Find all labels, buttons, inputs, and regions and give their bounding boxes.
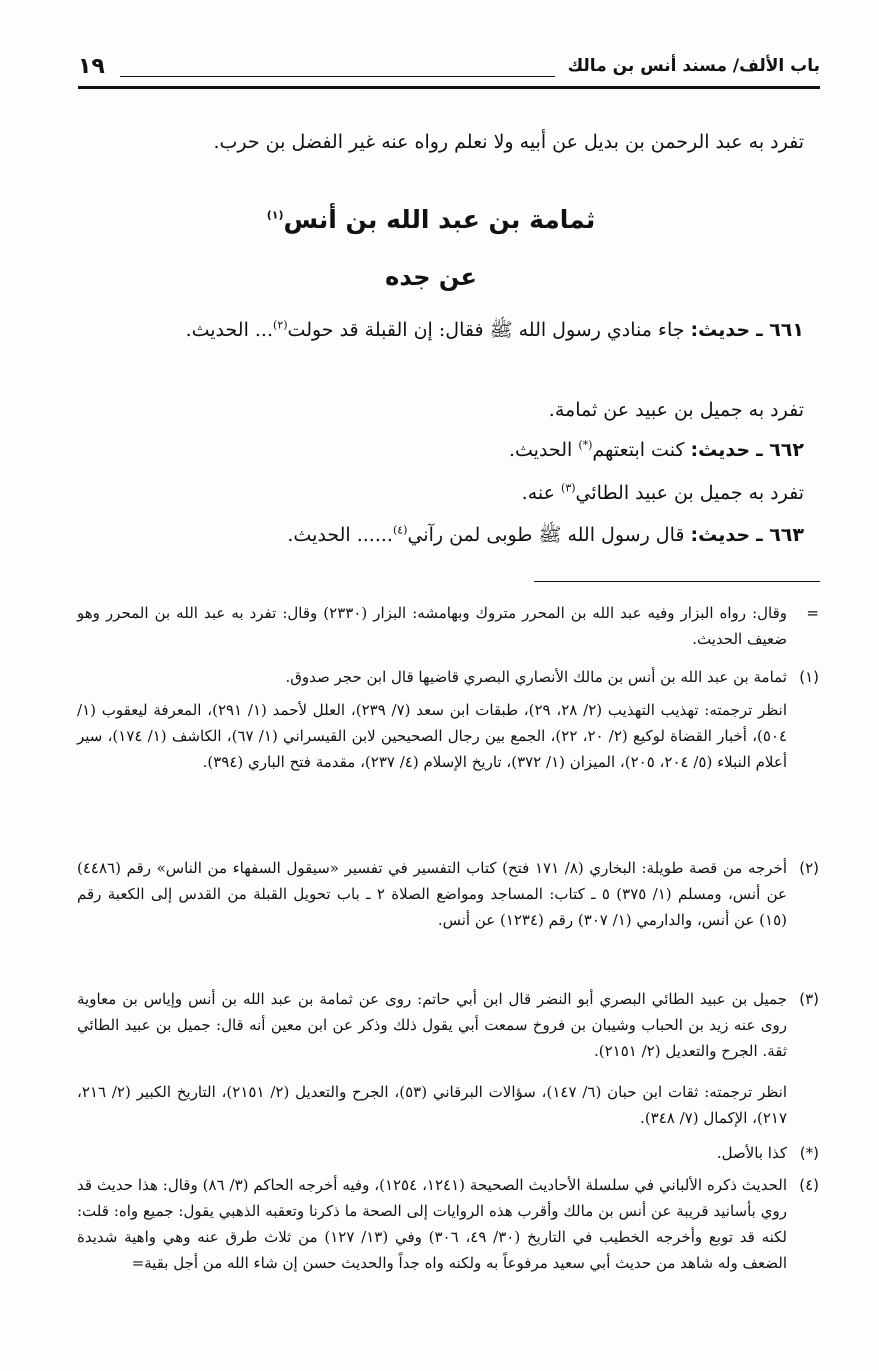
footnote-mark: = <box>806 604 819 622</box>
footnote-continuation <box>77 600 819 652</box>
section-title <box>60 205 802 234</box>
hadith-text: قال رسول الله ﷺ طوبى لمن رآني <box>407 524 685 546</box>
tafarrud-line-2 <box>522 478 804 508</box>
footnote-3 <box>77 986 819 1064</box>
hadith-tail: ... الحديث. <box>185 319 274 341</box>
hadith-number: ٦٦٢ ـ <box>756 439 804 461</box>
intro-paragraph: تفرد به عبد الرحمن بن بديل عن أبيه ولا نعلم رواه عنه غير الفضل بن حرب. <box>213 131 804 153</box>
header-title: باب الألف/ مسند أنس بن مالك <box>567 56 820 76</box>
footnote-text: ثمامة بن عبد الله بن أنس بن مالك الأنصاري البصري قاضيها قال ابن حجر صدوق. <box>285 668 787 686</box>
hadith-label: حديث: <box>690 319 751 341</box>
footnote-2 <box>77 855 819 933</box>
hadith-662 <box>509 435 804 465</box>
footnote-3-sources <box>77 1079 819 1131</box>
hadith-663 <box>287 520 804 550</box>
footnote-mark: (٤) <box>799 1176 819 1194</box>
footnote-text: أخرجه من قصة طويلة: البخاري (٨/ ١٧١ فتح) كتاب التفسير في تفسير «سيقول السفهاء من الناس» رقم (٤٤٨٦) عن أنس، ومسلم (١/ ٣٧٥) ٥ ـ كتاب: المساجد ومواضع الصلاة ٢ ـ باب تحويل القبلة من القدس إلى الكعبة رقم (١٥) عن أنس، والدارمي (١/ ٣٠٧) رقم (١٢٣٤) عن أنس. <box>77 859 787 929</box>
hadith-text: جاء منادي رسول الله ﷺ فقال: إن القبلة قد حولت <box>287 319 685 341</box>
footnote-4 <box>77 1172 819 1276</box>
section-title-text: ثمامة بن عبد الله بن أنس <box>283 205 596 234</box>
hadith-label: حديث: <box>690 524 751 546</box>
footnote-text: انظر ترجمته: تهذيب التهذيب (٢/ ٢٨، ٢٩)، طبقات ابن سعد (٧/ ٢٣٩)، العلل لأحمد (١/ ٢٩١)، المعرفة ليعقوب (١/ ٥٠٤)، أخبار القضاة لوكيع (٢/ ٢٠، ٢٢)، الجمع بين رجال الصحيحين لابن القيسراني (١/ ٦٧)، الكاشف (١/ ١٧٤)، سير أعلام النبلاء (٥/ ٢٠٤، ٢٠٥)، الميزان (١/ ٣٧٢)، تاريخ الإسلام (٤/ ٢٣٧)، مقدمة فتح الباري (٣٩٤). <box>77 701 788 771</box>
footnote-mark: (*) <box>799 1144 819 1162</box>
footnote-ref-3: (٣) <box>561 481 576 495</box>
running-header <box>78 56 820 89</box>
page-number: ١٩ <box>78 54 105 79</box>
section-subtitle: عن جده <box>385 263 477 291</box>
header-leader-line <box>120 76 555 77</box>
footnote-1-sources <box>77 697 819 775</box>
hadith-number: ٦٦١ ـ <box>756 319 804 341</box>
footnote-text: الحديث ذكره الألباني في سلسلة الأحاديث الصحيحة (١٢٤١، ١٢٥٤)، وفيه أخرجه الحاكم (٣/ ٨٦) وقال: هذا حديث قد روي بأسانيد قريبة عن أنس بن مالك وأقرب هذه الروايات إلى الصحة ما ذكرنا وتعقبه الذهبي يقول: جميع واه: قلت: لكنه قد توبع وأخرجه الخطيب في التاريخ (٣٠/ ٤٩، ٣٠٦) وفي (١٣/ ١٢٧) من ثلاث طرق عنه وهي واهية شديدة الضعف وله شاهد من حديث أبي سعيد مرفوعاً به ولكنه واه جداً والحديث حسن إن شاء الله من أجل بقية= <box>77 1176 788 1272</box>
footnote-text: كذا بالأصل. <box>716 1144 787 1162</box>
hadith-number: ٦٦٣ ـ <box>756 524 804 546</box>
hadith-661 <box>186 315 804 345</box>
footnote-ref-star: (*) <box>578 438 593 452</box>
footnote-ref-2: (٢) <box>273 318 288 332</box>
footnote-text: وقال: رواه البزار وفيه عبد الله بن المحرر متروك وبهامشه: البزار (٢٣٣٠) وقال: تفرد به عبد الله بن المحرر وهو ضعيف الحديث. <box>77 604 788 648</box>
footnote-1 <box>77 664 819 690</box>
footnote-separator <box>534 581 820 582</box>
footnote-text: جميل بن عبيد الطائي البصري أبو النضر قال ابن أبي حاتم: روى عن ثمامة بن عبد الله بن أنس وإياس بن معاوية روى عنه زيد بن الحباب وشيبان بن فروخ سمعت أبي يقول ذلك وذكر عن ابن معين أنه قال: جميل بن عبيد الطائي ثقة. الجرح والتعديل (٢/ ٢١٥١). <box>77 990 787 1060</box>
tafarrud-text: تفرد به جميل بن عبيد الطائي <box>575 482 804 504</box>
hadith-text: كنت ابتعتهم <box>592 439 685 461</box>
footnote-mark: (٢) <box>799 859 819 877</box>
footnote-ref-1: (١) <box>266 208 284 222</box>
footnote-mark: (٣) <box>799 990 819 1008</box>
footnote-ref-4: (٤) <box>392 523 408 537</box>
footnote-mark: (١) <box>799 668 819 686</box>
footnote-star <box>77 1140 819 1166</box>
tafarrud-tail: عنه. <box>521 482 555 504</box>
hadith-label: حديث: <box>690 439 751 461</box>
hadith-tail: الحديث. <box>508 439 573 461</box>
tafarrud-line-1: تفرد به جميل بن عبيد عن ثمامة. <box>548 399 804 421</box>
footnote-text: انظر ترجمته: ثقات ابن حبان (٦/ ١٤٧)، سؤالات البرقاني (٥٣)، الجرح والتعديل (٢/ ٢١٥١)، التاريخ الكبير (٢/ ٢١٦، ٢١٧)، الإكمال (٧/ ٣٤٨). <box>77 1083 788 1127</box>
hadith-tail: ...... الحديث. <box>287 524 393 546</box>
